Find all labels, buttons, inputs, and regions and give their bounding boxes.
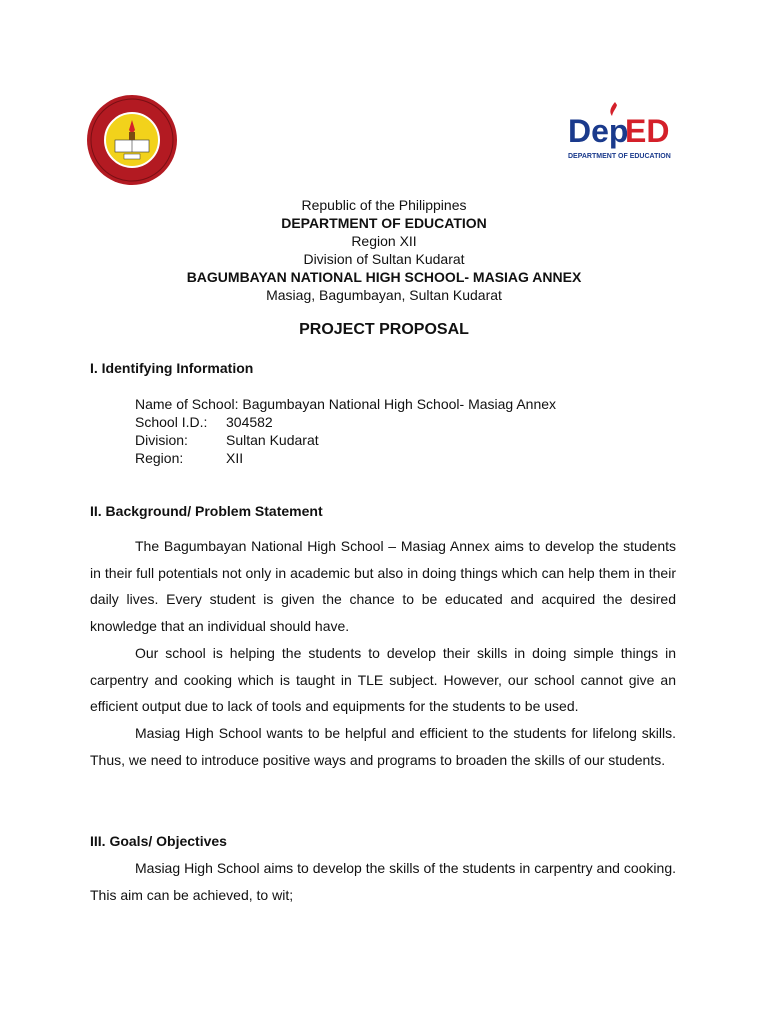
deped-dep-text: Dep <box>568 113 629 149</box>
background-paragraph-3: Masiag High School wants to be helpful and efficient to the students for lifelong skills. Thus, we need to introduce positive ways and programs to broaden the skills of our students. <box>90 725 676 768</box>
header-school-name: BAGUMBAYAN NATIONAL HIGH SCHOOL- MASIAG ANNEX <box>186 269 582 285</box>
document-title: PROJECT PROPOSAL <box>299 321 469 338</box>
header-region: Region XII <box>351 233 417 249</box>
header-address: Masiag, Bagumbayan, Sultan Kudarat <box>266 287 502 303</box>
info-row <box>135 413 556 431</box>
info-value: 304582 <box>226 414 273 430</box>
letterhead <box>0 196 768 304</box>
info-row <box>135 431 556 449</box>
header-department: DEPARTMENT OF EDUCATION <box>281 215 487 231</box>
identifying-info <box>135 395 556 467</box>
info-label: Division: <box>135 432 188 448</box>
deped-ed-text: ED <box>625 113 670 149</box>
info-value: XII <box>226 450 244 466</box>
info-label: Region: <box>135 450 184 466</box>
school-name-line: Name of School: Bagumbayan National High School- Masiag Annex <box>135 396 557 412</box>
header-division: Division of Sultan Kudarat <box>303 251 465 267</box>
goals-paragraph-1: Masiag High School aims to develop the skills of the students in carpentry and cooking. This aim can be achieved, to wit; <box>90 860 676 903</box>
info-value: Sultan Kudarat <box>226 432 319 448</box>
section-1-heading: I. Identifying Information <box>90 360 254 376</box>
school-seal-logo <box>86 94 178 186</box>
section-2-heading: II. Background/ Problem Statement <box>90 503 323 519</box>
info-label: School I.D.: <box>135 414 208 430</box>
background-paragraph-2: Our school is helping the students to develop their skills in doing simple things in carpentry and cooking which is taught in TLE subject. However, our school cannot give an efficient output due to lack of tools and equipments for the students to be used. <box>90 645 676 714</box>
background-paragraph-1: The Bagumbayan National High School – Masiag Annex aims to develop the students in their full potentials not only in academic but also in doing things which can help them in their daily lives. Every student is given the chance to be educated and acquired the desired knowledge that an individual should have. <box>90 538 676 634</box>
section-3-heading: III. Goals/ Objectives <box>90 833 227 849</box>
deped-logo <box>566 100 676 164</box>
deped-tagline: DEPARTMENT OF EDUCATION <box>568 153 671 160</box>
info-row <box>135 449 556 467</box>
header-republic: Republic of the Philippines <box>301 197 467 213</box>
